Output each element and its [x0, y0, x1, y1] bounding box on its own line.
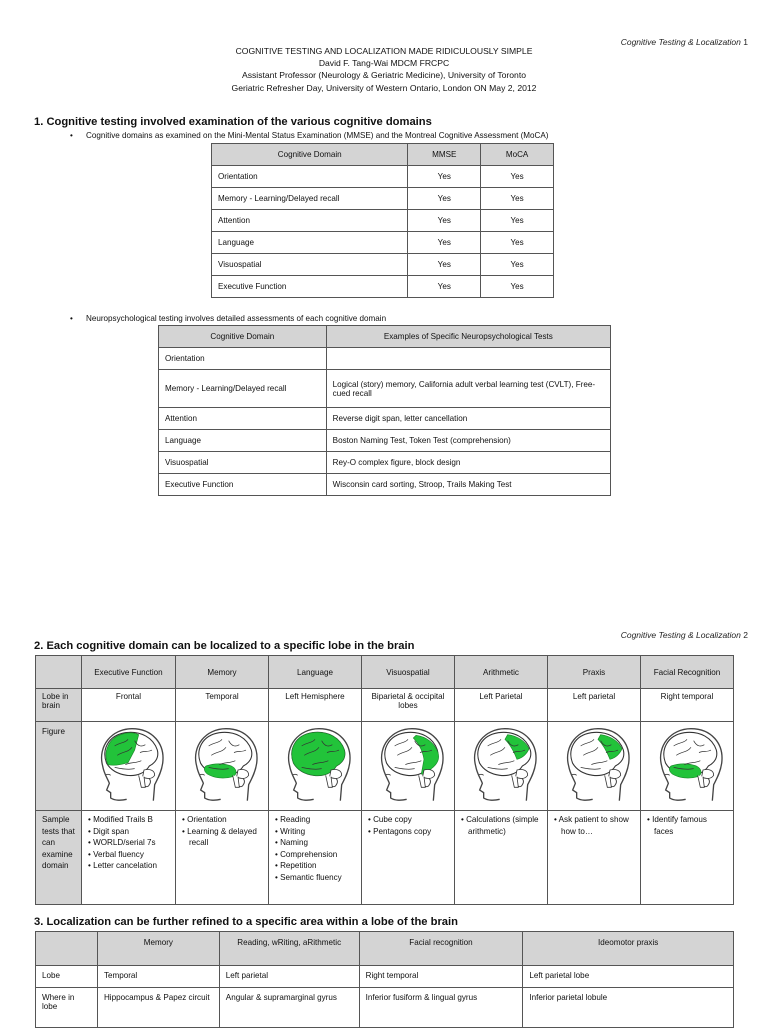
table-row	[212, 232, 554, 254]
eye-outline	[571, 774, 576, 775]
eye-outline	[292, 774, 297, 775]
data-cell: Left parietal	[219, 966, 359, 988]
tests-cell	[547, 811, 640, 905]
test-item: • Comprehension	[275, 849, 355, 861]
domain-cell: Orientation	[212, 166, 408, 188]
document-title: COGNITIVE TESTING AND LOCALIZATION MADE RIDICULOUSLY SIMPLE	[235, 46, 533, 56]
eye-outline	[106, 774, 111, 775]
lobe-cell: Frontal	[81, 689, 175, 722]
table-row	[36, 988, 734, 1028]
mmse-cell: Yes	[408, 166, 481, 188]
data-cell: Hippocampus & Papez circuit	[97, 988, 219, 1028]
tests-list	[88, 814, 169, 872]
running-header-2	[621, 630, 748, 640]
tests-cell	[175, 811, 268, 905]
table-row	[36, 811, 734, 905]
moca-cell: Yes	[481, 276, 554, 298]
brainstem	[698, 775, 705, 787]
domain-cell: Executive Function	[159, 474, 327, 496]
lobe-cell: Right temporal	[640, 689, 733, 722]
moca-cell: Yes	[481, 232, 554, 254]
column-header: Facial Recognition	[640, 656, 733, 689]
column-header: Reading, wRiting, aRithmetic	[219, 932, 359, 966]
domain-cell: Visuospatial	[159, 452, 327, 474]
cerebellum	[609, 770, 621, 779]
cerebellum	[423, 770, 435, 779]
test-item: • Writing	[275, 826, 355, 838]
column-header: Memory	[175, 656, 268, 689]
test-item: • Repetition	[275, 860, 355, 872]
tests-cell	[326, 348, 610, 370]
table-row	[159, 348, 611, 370]
data-cell: Angular & supramarginal gyrus	[219, 988, 359, 1028]
table-row	[36, 689, 734, 722]
table-row	[212, 188, 554, 210]
author: David F. Tang-Wai MDCM FRCPC	[318, 58, 450, 69]
neuropsych-table	[158, 325, 611, 496]
page-number: 2	[743, 630, 748, 640]
column-header: Executive Function	[81, 656, 175, 689]
lobe-cell: Temporal	[175, 689, 268, 722]
test-item: • WORLD/serial 7s	[88, 837, 169, 849]
tests-list	[275, 814, 355, 884]
brain-figure	[647, 726, 727, 806]
column-header: Cognitive Domain	[212, 144, 408, 166]
cerebellum	[516, 770, 528, 779]
domain-cell: Memory - Learning/Delayed recall	[159, 370, 327, 408]
section-2-heading: 2. Each cognitive domain can be localized to a specific lobe in the brain	[34, 640, 415, 652]
highlighted-lobe	[204, 764, 236, 778]
table-row	[159, 474, 611, 496]
data-cell: Inferior fusiform & lingual gyrus	[359, 988, 523, 1028]
table-row	[212, 276, 554, 298]
tests-list	[461, 814, 541, 837]
localization-table	[35, 655, 734, 905]
cerebellum	[702, 770, 714, 779]
figure-cell	[454, 722, 547, 811]
test-item: • Cube copy	[368, 814, 448, 826]
test-item: • Calculations (simple arithmetic)	[461, 814, 541, 837]
eye-outline	[199, 774, 204, 775]
test-item: • Naming	[275, 837, 355, 849]
cerebellum	[330, 770, 342, 779]
mmse-cell: Yes	[408, 276, 481, 298]
tests-cell	[454, 811, 547, 905]
cerebellum	[143, 770, 155, 779]
brain-figure	[368, 726, 448, 806]
row-label: Sample tests that can examine domain	[36, 811, 82, 905]
domain-cell: Language	[159, 430, 327, 452]
figure-cell	[175, 722, 268, 811]
figure-cell	[361, 722, 454, 811]
cerebellum	[237, 770, 249, 779]
column-header: Visuospatial	[361, 656, 454, 689]
eye-outline	[385, 774, 390, 775]
figure-cell	[268, 722, 361, 811]
brainstem	[233, 775, 240, 787]
bullet-1-text: Cognitive domains as examined on the Mini-Mental Status Examination (MMSE) and the Montreal Cognitive Assessment (MoCA)	[86, 131, 549, 140]
test-item: • Learning & delayed recall	[182, 826, 262, 849]
data-cell: Right temporal	[359, 966, 523, 988]
test-item: • Letter cancelation	[88, 860, 169, 872]
figure-cell	[640, 722, 733, 811]
corner-cell	[36, 932, 98, 966]
data-cell: Temporal	[97, 966, 219, 988]
brainstem	[605, 775, 612, 787]
brainstem	[512, 775, 519, 787]
table-row	[212, 210, 554, 232]
domain-cell: Attention	[159, 408, 327, 430]
test-item: • Semantic fluency	[275, 872, 355, 884]
test-item: • Pentagons copy	[368, 826, 448, 838]
data-cell: Inferior parietal lobule	[523, 988, 734, 1028]
column-header: MMSE	[408, 144, 481, 166]
table-row	[159, 430, 611, 452]
tests-cell: Rey-O complex figure, block design	[326, 452, 610, 474]
table-header-row	[212, 144, 554, 166]
bullet-1	[70, 131, 548, 140]
page-number: 1	[743, 37, 748, 47]
test-item: • Verbal fluency	[88, 849, 169, 861]
event: Geriatric Refresher Day, University of Western Ontario, London ON May 2, 2012	[231, 82, 537, 93]
row-label: Figure	[36, 722, 82, 811]
section-3-heading: 3. Localization can be further refined to a specific area within a lobe of the brain	[34, 916, 458, 928]
affiliation: Assistant Professor (Neurology & Geriatric Medicine), University of Toronto	[241, 70, 527, 81]
brainstem	[139, 775, 146, 787]
bullet-2	[70, 314, 386, 323]
domain-cell: Visuospatial	[212, 254, 408, 276]
highlighted-lobe	[669, 764, 701, 778]
table-row	[212, 166, 554, 188]
bullet-2-text: Neuropsychological testing involves detailed assessments of each cognitive domain	[86, 314, 387, 323]
table-row	[36, 966, 734, 988]
column-header: Language	[268, 656, 361, 689]
column-header: Memory	[97, 932, 219, 966]
domain-cell: Language	[212, 232, 408, 254]
test-item: • Modified Trails B	[88, 814, 169, 826]
tests-list	[182, 814, 262, 849]
table-row	[212, 254, 554, 276]
domain-cell: Executive Function	[212, 276, 408, 298]
lobe-cell: Biparietal & occipital lobes	[361, 689, 454, 722]
title-block	[0, 45, 768, 94]
tests-cell	[81, 811, 175, 905]
brain-figure	[275, 726, 355, 806]
table-header-row	[159, 326, 611, 348]
eye-outline	[664, 774, 669, 775]
lobe-cell: Left Parietal	[454, 689, 547, 722]
running-header-title: Cognitive Testing & Localization	[620, 37, 741, 47]
brain-figure	[182, 726, 262, 806]
tests-cell	[640, 811, 733, 905]
tests-cell: Boston Naming Test, Token Test (comprehension)	[326, 430, 610, 452]
row-label: Where in lobe	[36, 988, 98, 1028]
tests-cell: Logical (story) memory, California adult verbal learning test (CVLT), Free-cued recall	[326, 370, 610, 408]
mmse-cell: Yes	[408, 210, 481, 232]
column-header: Arithmetic	[454, 656, 547, 689]
test-item: • Reading	[275, 814, 355, 826]
tests-list	[647, 814, 727, 837]
row-label: Lobe	[36, 966, 98, 988]
mmse-cell: Yes	[408, 188, 481, 210]
lobe-cell: Left parietal	[547, 689, 640, 722]
row-label: Lobe in brain	[36, 689, 82, 722]
column-header: MoCA	[481, 144, 554, 166]
lobe-cell: Left Hemisphere	[268, 689, 361, 722]
tests-cell	[361, 811, 454, 905]
brainstem	[326, 775, 333, 787]
mmse-cell: Yes	[408, 232, 481, 254]
bullet-dot: •	[70, 131, 73, 140]
corner-cell	[36, 656, 82, 689]
column-header: Examples of Specific Neuropsychological Tests	[326, 326, 610, 348]
domain-cell: Orientation	[159, 348, 327, 370]
domain-cell: Memory - Learning/Delayed recall	[212, 188, 408, 210]
test-item: • Identify famous faces	[647, 814, 727, 837]
tests-list	[554, 814, 634, 837]
figure-cell	[547, 722, 640, 811]
test-item: • Ask patient to show how to…	[554, 814, 634, 837]
tests-cell: Wisconsin card sorting, Stroop, Trails Making Test	[326, 474, 610, 496]
figure-cell	[81, 722, 175, 811]
table-row	[159, 408, 611, 430]
table-header-row	[36, 656, 734, 689]
table-header-row	[36, 932, 734, 966]
refined-localization-table	[35, 931, 734, 1028]
running-header-title: Cognitive Testing & Localization	[620, 630, 741, 640]
tests-list	[368, 814, 448, 837]
column-header: Praxis	[547, 656, 640, 689]
tests-cell	[268, 811, 361, 905]
moca-cell: Yes	[481, 188, 554, 210]
table-row	[36, 722, 734, 811]
table-row	[159, 370, 611, 408]
column-header: Cognitive Domain	[159, 326, 327, 348]
brainstem	[419, 775, 426, 787]
brain-figure	[461, 726, 541, 806]
eye-outline	[478, 774, 483, 775]
domain-cell: Attention	[212, 210, 408, 232]
brain-figure	[88, 726, 168, 806]
mmse-cell: Yes	[408, 254, 481, 276]
bullet-dot: •	[70, 314, 73, 323]
data-cell: Left parietal lobe	[523, 966, 734, 988]
test-item: • Digit span	[88, 826, 169, 838]
column-header: Ideomotor praxis	[523, 932, 734, 966]
moca-cell: Yes	[481, 254, 554, 276]
column-header: Facial recognition	[359, 932, 523, 966]
tests-cell: Reverse digit span, letter cancellation	[326, 408, 610, 430]
mmse-moca-table	[211, 143, 554, 298]
test-item: • Orientation	[182, 814, 262, 826]
brain-figure	[554, 726, 634, 806]
moca-cell: Yes	[481, 166, 554, 188]
moca-cell: Yes	[481, 210, 554, 232]
section-1-heading: 1. Cognitive testing involved examination of the various cognitive domains	[34, 116, 432, 128]
table-row	[159, 452, 611, 474]
